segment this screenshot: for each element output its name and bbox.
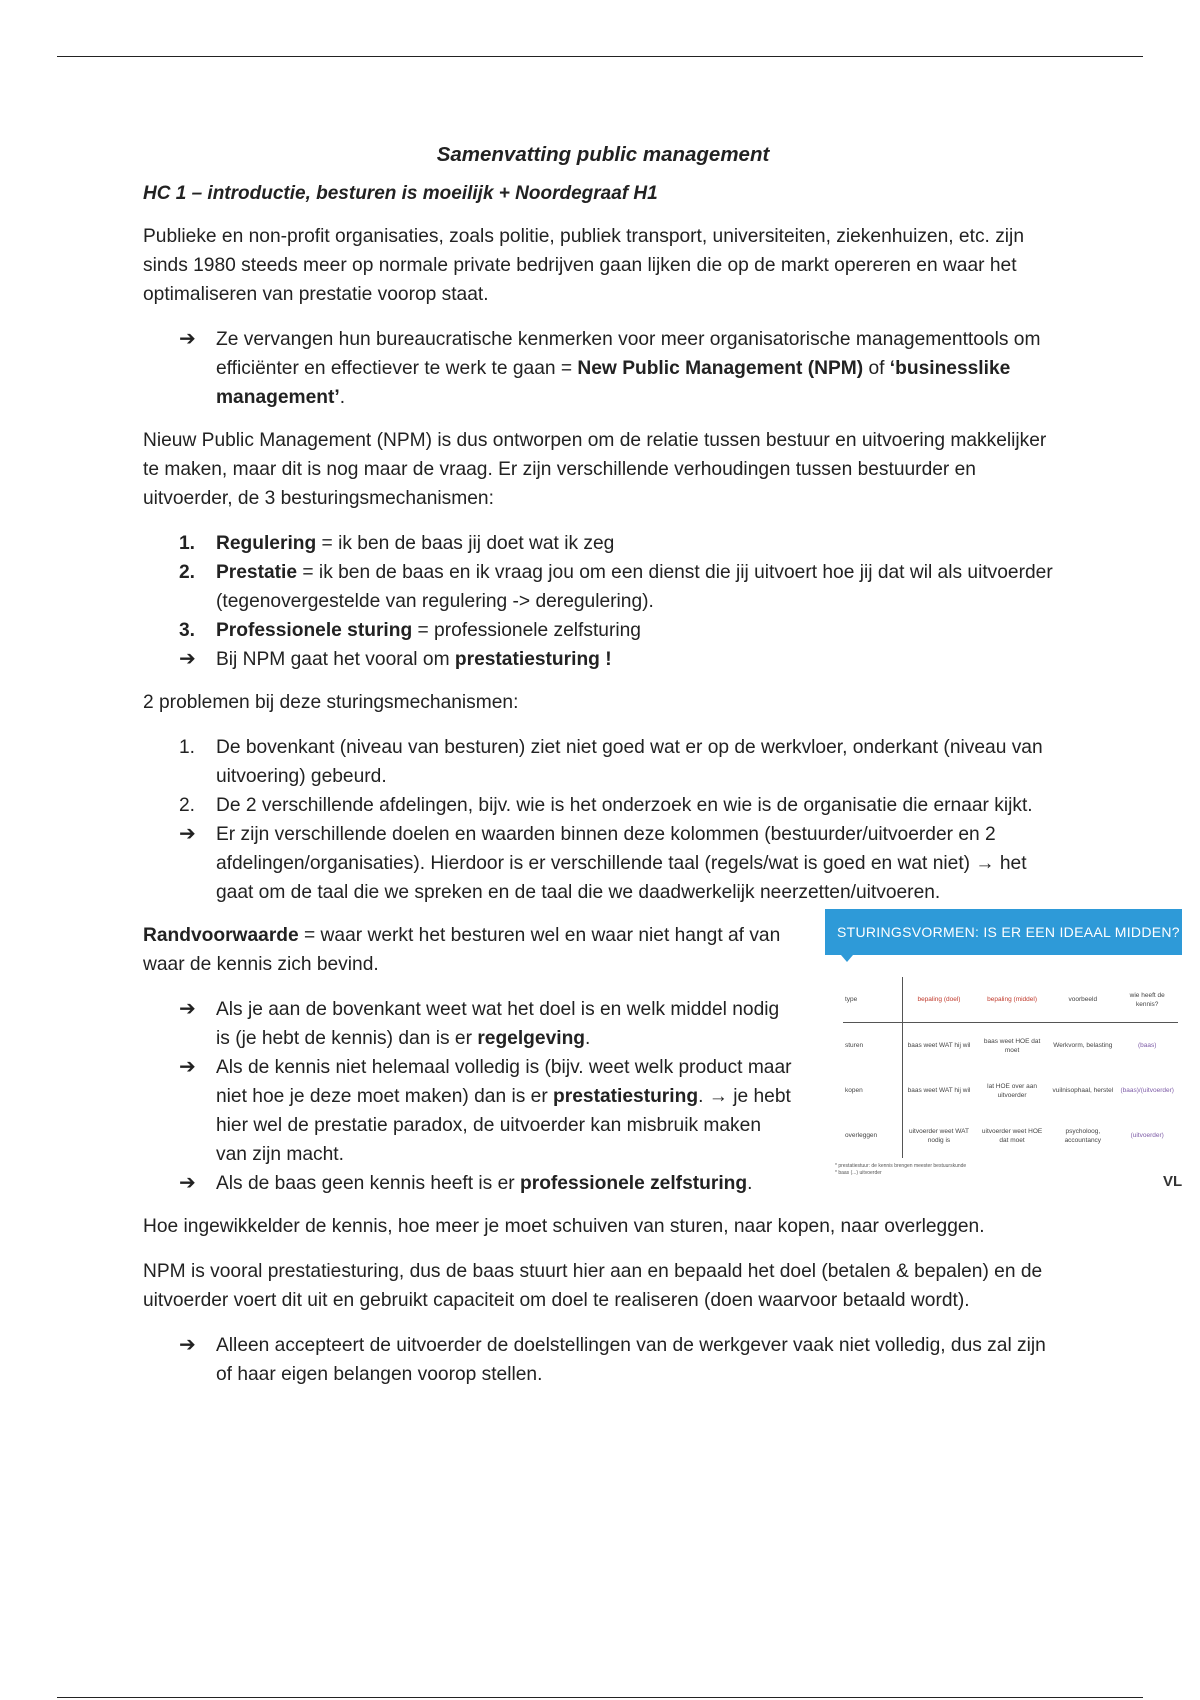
- slide-banner: STURINGSVORMEN: IS ER EEN IDEAAL MIDDEN?: [825, 909, 1182, 955]
- arrow-icon: ➔: [179, 328, 196, 350]
- table-header-row: type bepaling (doel) bepaling (middel) voorbeeld wie heeft de kennis?: [843, 977, 1178, 1023]
- mechanisms-list: [143, 529, 1063, 674]
- list-item: 1. Regulering = ik ben de baas jij doet wat ik zeg: [179, 533, 615, 554]
- arrow-icon: ➔: [179, 1172, 196, 1194]
- list-item: 1. De bovenkant (niveau van besturen) ziet niet goed wat er op de werkvloer, onderkant (niveau van uitvoering) gebeurd.: [179, 737, 1043, 787]
- banner-pointer: [841, 955, 853, 962]
- page-title: Samenvatting public management: [436, 143, 770, 166]
- sturingsvormen-slide-image: [825, 909, 1182, 1191]
- paragraph-complexity: Hoe ingewikkelder de kennis, hoe meer je moet schuiven van sturen, naar kopen, naar overleggen.: [143, 1216, 985, 1237]
- list-item: ➔ Als de kennis niet helemaal volledig is (bijv. weet welk product maar niet hoe je deze moet maken) dan is er prestatiesturing. → je hebt hier wel de prestatie paradox, de uitvoerder kan misbruik maken van zijn macht.: [143, 1053, 793, 1169]
- slide-side-label: VL: [1163, 1173, 1183, 1190]
- table-row: overleggen uitvoerder weet WAT nodig is uitvoerder weet HOE dat moet psycholoog, accountancy (uitvoerder): [843, 1113, 1178, 1158]
- paragraph-npm: Nieuw Public Management (NPM) is dus ontworpen om de relatie tussen bestuur en uitvoering makkelijker te maken, maar dit is nog maar de vraag. Er zijn verschillende verhoudingen tussen bestuurder en uitvoerder, de 3 besturingsmechanismen:: [143, 430, 1047, 509]
- randvoorwaarde-list: [143, 995, 793, 1198]
- npm-arrow-list: [143, 325, 1063, 412]
- list-item: 2. Prestatie = ik ben de baas en ik vraag jou om een dienst die jij uitvoert hoe jij dat wil als uitvoerder (tegenovergestelde van regulering -> deregulering).: [179, 562, 1053, 612]
- paragraph-intro: Publieke en non-profit organisaties, zoals politie, publiek transport, universiteiten, ziekenhuizen, etc. zijn sinds 1980 steeds meer op normale private bedrijven gaan lijken die op de markt opereren en waar het optimaliseren van prestatie voorop staat.: [143, 226, 1024, 305]
- list-item: ➔ Bij NPM gaat het vooral om prestatiesturing !: [143, 645, 1063, 674]
- final-arrow-list: [143, 1331, 1063, 1389]
- paragraph-prestatiesturing: NPM is vooral prestatiesturing, dus de baas stuurt hier aan en bepaald het doel (betalen & bepalen) en de uitvoerder voert dit uit en gebruikt capaciteit om doel te realiseren (doen waarvoor betaald wordt).: [143, 1261, 1043, 1311]
- list-item: ➔ Er zijn verschillende doelen en waarden binnen deze kolommen (bestuurder/uitvoerder en 2 afdelingen/organisaties). Hierdoor is er verschillende taal (regels/wat is goed en wat niet) → het gaat om de taal die we spreken en de taal die we daadwerkelijk neerzetten/uitvoeren.: [143, 820, 1063, 907]
- arrow-icon: ➔: [179, 823, 196, 845]
- sturingsvormen-table: [843, 977, 1178, 1158]
- list-item: 2. De 2 verschillende afdelingen, bijv. wie is het onderzoek en wie is de organisatie die ernaar kijkt.: [179, 795, 1033, 816]
- slide-footnote: * prestatiestuur: de kennis brengen meester bestuurskunde * baas (...) uitvoerder: [835, 1163, 967, 1176]
- section-heading: HC 1 – introductie, besturen is moeilijk + Noordegraaf H1: [143, 183, 658, 204]
- list-item: ➔ Als de baas geen kennis heeft is er professionele zelfsturing.: [143, 1169, 793, 1198]
- arrow-icon: ➔: [179, 1056, 196, 1078]
- randvoorwaarde-section: [143, 921, 1183, 1198]
- table-row: kopen baas weet WAT hij wil lat HOE over aan uitvoerder vuilnisophaal, herstel (baas)/(uitvoerder): [843, 1068, 1178, 1113]
- list-item: 3. Professionele sturing = professionele zelfsturing: [179, 620, 641, 641]
- list-item: ➔ Als je aan de bovenkant weet wat het doel is en welk middel nodig is (je hebt de kennis) dan is er regelgeving.: [143, 995, 793, 1053]
- header-rule: [57, 56, 1143, 57]
- problems-list: [143, 733, 1063, 907]
- arrow-icon: ➔: [179, 998, 196, 1020]
- footer-rule: [57, 1697, 1143, 1698]
- list-item: ➔ Alleen accepteert de uitvoerder de doelstellingen van de werkgever vaak niet volledig, dus zal zijn of haar eigen belangen voorop stellen.: [143, 1331, 1063, 1389]
- arrow-icon: ➔: [179, 648, 196, 670]
- paragraph-problems: 2 problemen bij deze sturingsmechanismen:: [143, 692, 519, 713]
- document-body: [143, 140, 1183, 1403]
- arrow-icon: ➔: [179, 1334, 196, 1356]
- paragraph-randvoorwaarde: Randvoorwaarde = waar werkt het besturen wel en waar niet hangt af van waar de kennis zich bevind.: [143, 925, 781, 975]
- list-item: ➔ Ze vervangen hun bureaucratische kenmerken voor meer organisatorische managementtools om efficiënter en effectiever te werk te gaan = New Public Management (NPM) of ‘businesslike management’.: [143, 325, 1063, 412]
- table-row: sturen baas weet WAT hij wil baas weet HOE dat moet Werkvorm, belasting (baas): [843, 1023, 1178, 1069]
